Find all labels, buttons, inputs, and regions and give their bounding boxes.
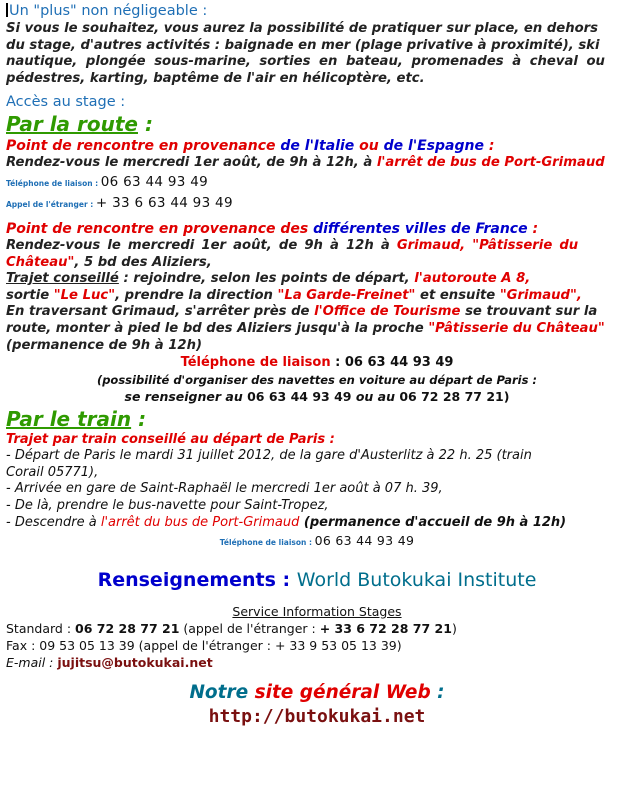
intro-line: nautique, plongée sous-marine, sorties en bateau, promenades à cheval ou <box>6 54 605 70</box>
access-title: Accès au stage : <box>6 94 126 111</box>
italy-spain-abroad: Appel de l'étranger : + 33 6 63 44 93 49 <box>6 194 233 211</box>
italy-spain-heading: Point de rencontre en provenance de l'Italie ou de l'Espagne : <box>6 138 495 155</box>
shuttle-note: (possibilité d'organiser des navettes en voiture au départ de Paris : <box>96 373 538 388</box>
train-item: Corail 05771), <box>6 464 99 480</box>
intro-line: Si vous le souhaitez, vous aurez la possibilité de pratiquer sur place, en dehors <box>6 21 599 36</box>
train-heading-text: Par le train <box>6 407 132 432</box>
web-url[interactable]: http://butokukai.net <box>208 706 426 728</box>
email-link[interactable]: jujitsu@butokukai.net <box>57 655 213 671</box>
text-cursor <box>6 3 8 17</box>
france-line: Château", 5 bd des Aliziers, <box>6 254 212 270</box>
train-item: - Départ de Paris le mardi 31 juillet 2012, de la gare d'Austerlitz à 22 h. 25 (train <box>6 448 532 464</box>
france-phone: Téléphone de liaison : 06 63 44 93 49 <box>180 355 454 371</box>
france-heading: Point de rencontre en provenance des différentes villes de France : <box>6 220 539 237</box>
web-title: Notre site général Web : <box>189 682 445 704</box>
route-heading-text: Par la route <box>6 112 138 137</box>
intro-title: Un "plus" non négligeable : <box>6 2 628 21</box>
route-heading-colon: : <box>137 112 153 137</box>
italy-spain-phone: Téléphone de liaison : 06 63 44 93 49 <box>6 173 209 190</box>
france-line: En traversant Grimaud, s'arrêter près de l'Office de Tourisme se trouvant sur la <box>6 304 598 320</box>
train-item: - Arrivée en gare de Saint-Raphaël le mercredi 1er août à 07 h. 39, <box>6 481 443 497</box>
service-title: Service Information Stages <box>232 604 402 620</box>
france-line: Rendez-vous le mercredi 1er août, de 9h à 12h à Grimaud, "Pâtisserie du <box>6 237 579 253</box>
train-item: - De là, prendre le bus-navette pour Saint-Tropez, <box>6 497 329 513</box>
intro-text <box>6 21 628 87</box>
train-subtitle: Trajet par train conseillé au départ de Paris : <box>6 432 335 448</box>
fax-line: Fax : 09 53 05 13 39 (appel de l'étranger : + 33 9 53 05 13 39) <box>6 638 402 654</box>
intro-line: du stage, d'autres activités : baignade en mer (plage privative à proximité), ski <box>6 37 600 53</box>
france-line: route, monter à pied le bd des Aliziers jusqu'à la proche "Pâtisserie du Château" <box>6 320 605 336</box>
train-heading-colon: : <box>131 407 147 432</box>
standard-line: Standard : 06 72 28 77 21 (appel de l'étranger : + 33 6 72 28 77 21) <box>6 621 457 637</box>
train-item: - Descendre à l'arrêt du bus de Port-Grimaud (permanence d'accueil de 9h à 12h) <box>6 514 567 530</box>
route-heading <box>6 112 628 137</box>
france-line: Trajet conseillé : rejoindre, selon les points de départ, l'autoroute A 8, <box>6 271 531 287</box>
intro-line: pédestres, karting, baptême de l'air en hélicoptère, etc. <box>6 70 425 86</box>
italy-spain-meeting: Rendez-vous le mercredi 1er août, de 9h à 12h, à l'arrêt de bus de Port-Grimaud <box>6 155 605 171</box>
train-phone: Téléphone de liaison : 06 63 44 93 49 <box>219 533 415 549</box>
info-heading: Renseignements : World Butokukai Institute <box>97 569 537 592</box>
shuttle-contact: se renseigner au 06 63 44 93 49 ou au 06 72 28 77 21) <box>124 389 510 405</box>
train-heading <box>6 407 628 432</box>
email-line: E-mail : jujitsu@butokukai.net <box>6 655 213 671</box>
france-line: sortie "Le Luc", prendre la direction "La Garde-Freinet" et ensuite "Grimaud", <box>6 287 582 303</box>
france-line: (permanence de 9h à 12h) <box>6 337 203 353</box>
